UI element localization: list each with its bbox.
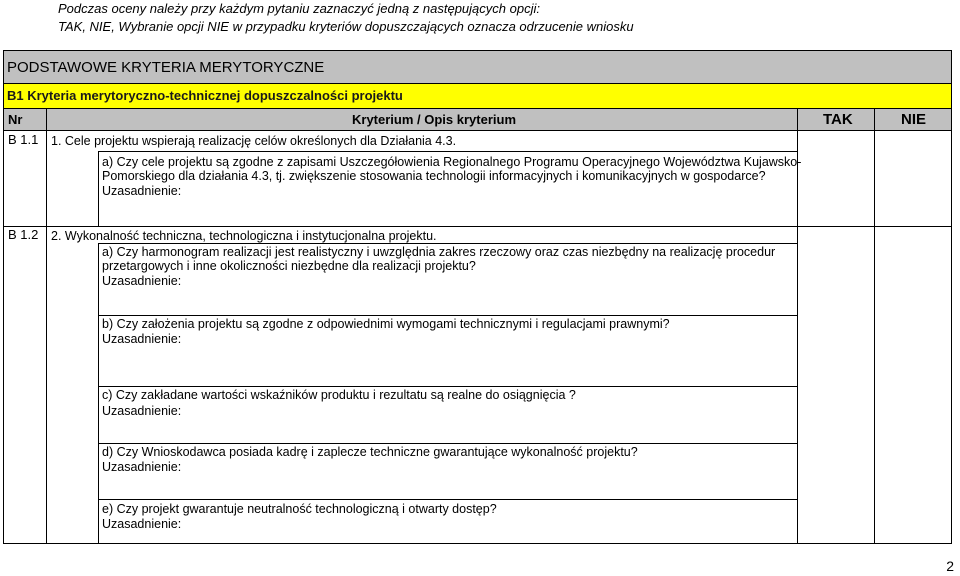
intro-line-1: Podczas oceny należy przy każdym pytaniu zaznaczyć jedną z następujących opcji:: [58, 1, 540, 16]
b11-title: 1. Cele projektu wspierają realizację celów określonych dla Działania 4.3.: [51, 134, 457, 148]
b12-q-e: e) Czy projekt gwarantuje neutralność technologiczną i otwarty dostęp?: [102, 502, 497, 516]
header-tak: TAK: [823, 111, 853, 128]
header-nr: Nr: [8, 112, 23, 127]
b12-c-uzasadnienie: Uzasadnienie:: [102, 404, 182, 418]
b11-q-a-line1: a) Czy cele projektu są zgodne z zapisami Uszczegółowienia Regionalnego Programu Operacyjnego Województwa Kujawsko-: [102, 155, 802, 169]
header-nie: NIE: [901, 111, 927, 128]
section-title: PODSTAWOWE KRYTERIA MERYTORYCZNE: [7, 59, 325, 76]
b12-q-d: d) Czy Wnioskodawca posiada kadrę i zaplecze techniczne gwarantujące wykonalność projektu?: [102, 445, 638, 459]
subsection-title: B1 Kryteria merytoryczno-technicznej dopuszczalności projektu: [7, 88, 403, 103]
header-kryterium: Kryterium / Opis kryterium: [352, 112, 516, 127]
b11-nr: B 1.1: [8, 132, 39, 147]
b12-d-uzasadnienie: Uzasadnienie:: [102, 460, 182, 474]
b12-e-uzasadnienie: Uzasadnienie:: [102, 517, 182, 531]
b11-question-a: [98, 151, 802, 226]
b12-question-a: [98, 243, 798, 316]
divider-nr: [46, 109, 47, 543]
b12-b-uzasadnienie: Uzasadnienie:: [102, 332, 182, 346]
b12-question-e: [98, 499, 798, 543]
b12-q-a-line1: a) Czy harmonogram realizacji jest realistyczny i uwzględnia zakres rzeczowy oraz czas niezbędny na realizację procedur: [102, 245, 776, 259]
section-title-row: [4, 51, 951, 84]
b12-q-b: b) Czy założenia projektu są zgodne z odpowiednimi wymogami technicznymi i regulacjami prawnymi?: [102, 317, 670, 331]
b12-nr: B 1.2: [8, 227, 39, 242]
column-header-row: [4, 109, 951, 131]
row-separator: [4, 226, 951, 227]
b12-q-a-line2: przetargowych i inne okoliczności niezbędne dla realizacji projektu?: [102, 259, 476, 273]
b12-a-uzasadnienie: Uzasadnienie:: [102, 274, 182, 288]
b12-question-c: [98, 386, 798, 444]
b12-title: 2. Wykonalność techniczna, technologiczna i instytucjonalna projektu.: [51, 229, 437, 243]
b11-q-a-line2: Pomorskiego dla działania 4.3, tj. zwiększenie stosowania technologii informacyjnych i komunikacyjnych w gospodarce?: [102, 169, 766, 183]
divider-nie: [874, 109, 875, 543]
intro-line-2: TAK, NIE, Wybranie opcji NIE w przypadku kryteriów dopuszczających oznacza odrzucenie wniosku: [58, 19, 634, 34]
subsection-title-row: [4, 84, 951, 109]
b12-q-c: c) Czy zakładane wartości wskaźników produktu i rezultatu są realne do osiągnięcia ?: [102, 388, 576, 402]
b11-uzasadnienie: Uzasadnienie:: [102, 184, 182, 198]
b12-question-d: [98, 443, 798, 500]
page-number: 2: [946, 558, 954, 574]
b12-question-b: [98, 315, 798, 387]
